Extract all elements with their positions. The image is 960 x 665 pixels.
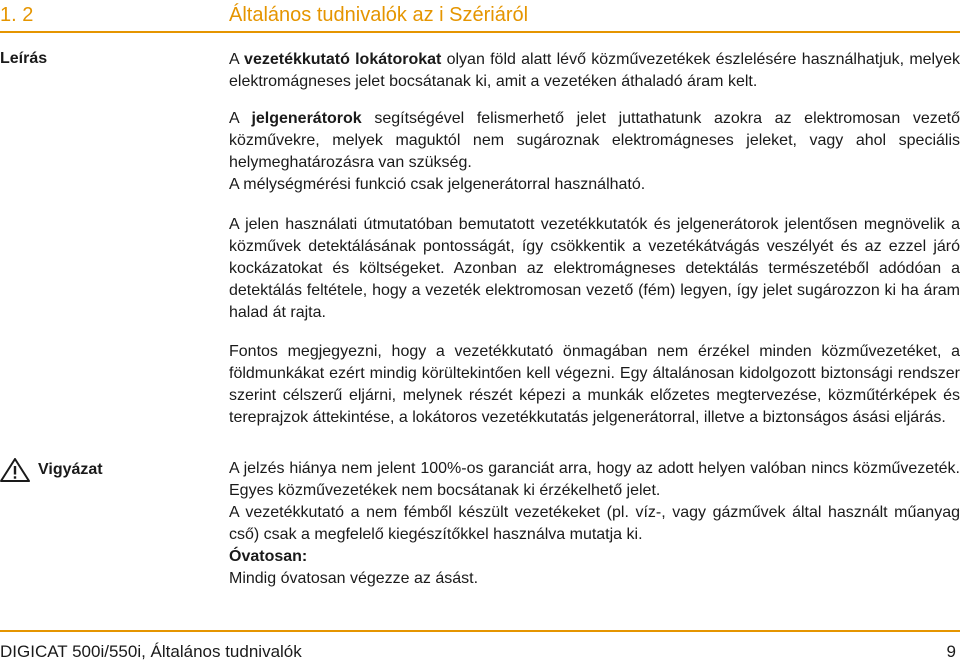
paragraph-generators [229,108,960,196]
caution-block [229,458,960,590]
footer-divider [0,630,960,632]
bold-term-generators: jelgenerátorok [251,110,362,127]
text-run: segítségével felismerhető jelet juttathatunk azokra az elektromosan vezető közművekre, melyek maguktól nem sugároznak elektromágneses jeleket, vagy ahol speciális helymeghatározásra van szükség. [229,110,960,171]
warning-triangle-icon [0,458,30,482]
caution-line-3: Mindig óvatosan végezze az ásást. [229,570,479,587]
caution-label [0,458,103,482]
paragraph-accuracy: A jelen használati útmutatóban bemutatott vezetékkutatók és jelgenerátorok jelentősen megnövelik a közművek detektálásának pontosságát, így csökkentik a vezetékátvágás veszélyét és az ezzel járó kockázatokat és költségeket. Azonban az elektromágneses detektálás természetéből adódóan a detektálás feltétele, hogy a vezeték elektromosan vezető (fém) legyen, így jelet sugározzon ki ha áram halad át rajta. [229,216,960,321]
section-number: 1. 2 [0,4,34,26]
section-title: Általános tudnivalók az i Szériáról [229,4,529,26]
section-header [0,2,960,31]
header-divider [0,31,960,33]
caution-line-1: A jelzés hiánya nem jelent 100%-os garanciát arra, hogy az adott helyen valóban nincs közművezeték. Egyes közművezetékek nem bocsátanak ki érzékelhető jelet. [229,460,960,499]
description-label: Leírás [0,50,48,67]
caution-line-2: A vezetékkutató a nem fémből készült vezetékeket (pl. víz-, vagy gázművek által használt műanyag cső) csak a megfelelő kiegészítőkkel használva mutatja ki. [229,504,960,543]
footer-title: DIGICAT 500i/550i, Általános tudnivalók [0,642,302,661]
caution-heading: Óvatosan: [229,548,308,565]
paragraph-safety: Fontos megjegyezni, hogy a vezetékkutató önmagában nem érzékel minden közművezetéket, a földmunkákat ezért mindig körültekintően kell végezni. Egy általánosan kidolgozott biztonsági rendszer szerint célszerű eljárni, melynek részét képezi a munkák előzetes megtervezése, közműtérképek és tereprajzok áttekintése, a lokátoros vezetékkutatás jelgenerátorral, illetve a biztonságos ásási eljárás. [229,343,960,426]
depth-note: A mélységmérési funkció csak jelgenerátorral használható. [229,176,646,193]
paragraph-locators [229,49,960,93]
text-run: olyan föld alatt lévő közművezetékek észlelésére használhatjuk, melyek elektromágneses jelet bocsátanak ki, amit a vezetéken áthaladó áram kelt. [229,51,960,90]
text-run: A [229,110,252,127]
page-number: 9 [946,642,956,661]
text-run: A [229,51,245,68]
bold-term-locators: vezetékkutató lokátorokat [244,51,442,68]
caution-label-text: Vigyázat [38,461,103,478]
